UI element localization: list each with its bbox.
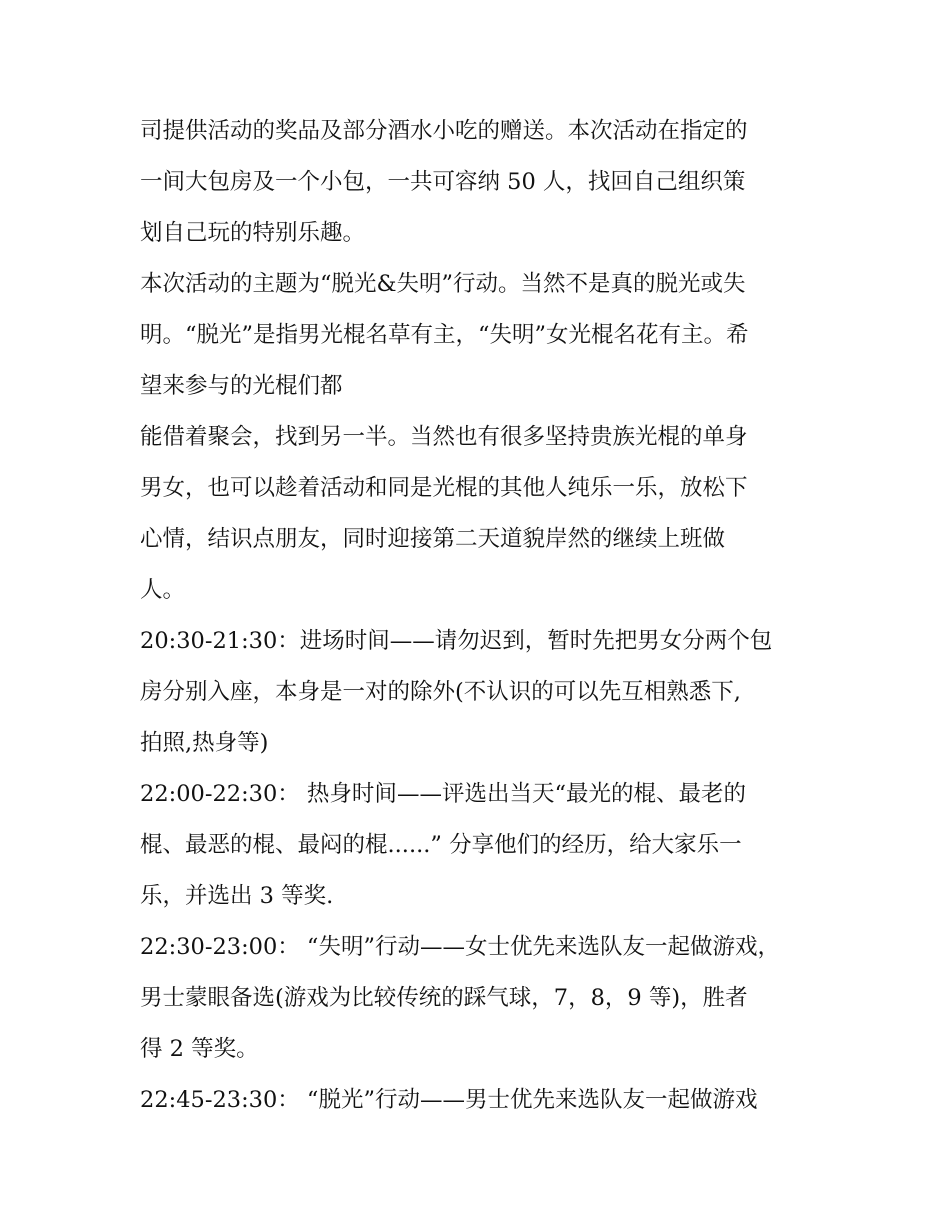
text-line: 望来参与的光棍们都 <box>140 373 343 399</box>
text-line: 一间大包房及一个小包，一共可容纳 50 人，找回自己组织策 <box>140 169 746 195</box>
text-line: 棍、最恶的棍、最闷的棍......” 分享他们的经历，给大家乐一 <box>140 832 742 858</box>
paragraph-schedule-entry-arrival <box>140 616 820 769</box>
text-line: 拍照,热身等) <box>140 730 269 756</box>
paragraph-schedule-entry-warmup <box>140 769 820 922</box>
text-line: 能借着聚会，找到另一半。当然也有很多坚持贵族光棍的单身 <box>140 424 748 450</box>
text-line: 乐，并选出 3 等奖. <box>140 883 334 909</box>
text-line: 人。 <box>140 577 186 603</box>
document-body <box>140 106 820 1126</box>
paragraph-intro <box>140 106 820 259</box>
text-line: 男女，也可以趁着活动和同是光棍的其他人纯乐一乐，放松下 <box>140 475 748 501</box>
text-line: 司提供活动的奖品及部分酒水小吃的赠送。本次活动在指定的 <box>140 118 748 144</box>
paragraph-schedule-entry-shiming <box>140 922 820 1075</box>
paragraph-theme <box>140 259 820 412</box>
paragraph-purpose <box>140 412 820 616</box>
paragraph-schedule-entry-tuoguang <box>140 1075 820 1126</box>
text-line: 心情，结识点朋友，同时迎接第二天道貌岸然的继续上班做 <box>140 526 726 552</box>
text-line: 22:30-23:00： “失明”行动——女士优先来选队友一起做游戏， <box>140 934 780 960</box>
text-line: 男士蒙眼备选(游戏为比较传统的踩气球，7，8，9 等)，胜者 <box>140 985 748 1011</box>
text-line: 22:00-22:30： 热身时间——评选出当天“最光的棍、最老的 <box>140 781 746 807</box>
text-line: 房分别入座，本身是一对的除外(不认识的可以先互相熟悉下, <box>140 679 741 705</box>
text-line: 划自己玩的特别乐趣。 <box>140 220 366 246</box>
text-line: 本次活动的主题为“脱光&失明”行动。当然不是真的脱光或失 <box>140 271 746 297</box>
text-line: 20:30-21:30：进场时间——请勿迟到，暂时先把男女分两个包 <box>140 628 773 654</box>
text-line: 得 2 等奖。 <box>140 1036 259 1062</box>
text-line: 明。“脱光”是指男光棍名草有主，“失明”女光棍名花有主。希 <box>140 322 749 348</box>
text-line: 22:45-23:30： “脱光”行动——男士优先来选队友一起做游戏 <box>140 1087 758 1113</box>
